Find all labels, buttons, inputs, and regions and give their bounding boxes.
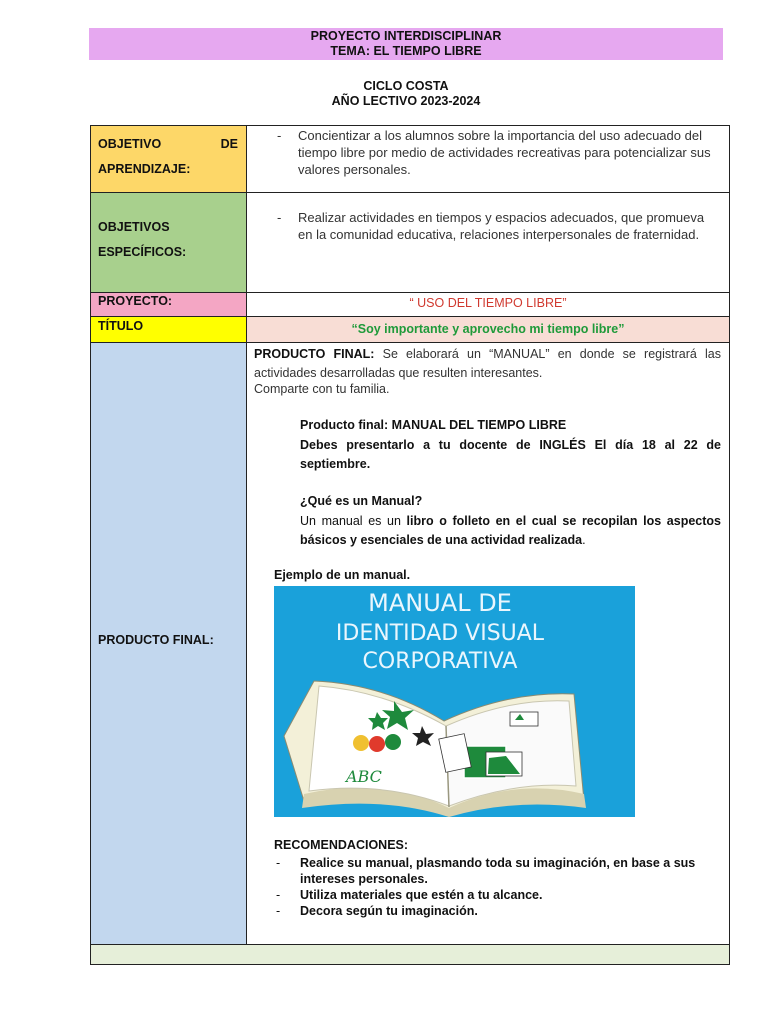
producto-final-intro [254,345,721,383]
label-objetivos-word: OBJETIVOS [98,220,170,234]
cell-titulo [246,316,730,343]
project-heading: PROYECTO INTERDISCIPLINAR [310,29,502,43]
cell-producto-final [246,342,730,945]
row-titulo [90,316,730,343]
example-label: Ejemplo de un manual. [274,568,411,582]
image-title-line2: IDENTIDAD VISUAL [335,621,545,646]
manual-example-image [274,586,635,817]
row-producto-final [90,342,730,945]
objetivo-aprendizaje-text: - Concientizar a los alumnos sobre la importancia del uso adecuado del tiempo libre por medio de actividades recreativas para potencializar sus valores personales. [247,127,729,178]
objetivos-especificos-text: - Realizar actividades en tiempos y espacios adecuados, que promueva en la comunidad educativa, relaciones interpersonales de fraternidad. [247,209,729,243]
manual-book-illustration [274,586,635,817]
cell-objetivo-aprendizaje [246,125,730,193]
label-objetivo-word: OBJETIVO [98,137,162,151]
row-objetivo-aprendizaje [90,125,730,193]
cycle-heading [0,79,768,109]
label-aprendizaje-word: APRENDIZAJE: [98,162,191,176]
label-producto-final: PRODUCTO FINAL: [90,342,247,945]
recommendation-item: - Realice su manual, plasmando toda su imaginación, en base a sus intereses personales. [274,855,721,887]
manual-definition: Un manual es un libro o folleto en el cual se recopilan los aspectos básicos y esenciales de una actividad realizada. [300,514,721,547]
image-title-line1: MANUAL DE [368,589,512,617]
row-proyecto [90,292,730,317]
label-objetivo-aprendizaje [90,125,247,193]
deadline-text: Debes presentarlo a tu docente de INGLÉS El día 18 al 22 de septiembre. [300,438,721,471]
cell-proyecto [246,292,730,317]
intro-text: Se elaborará un “MANUAL” en donde se registrará las actividades desarrolladas que resulten interesantes. [254,347,721,380]
header-band [89,28,723,60]
manual-title: Producto final: MANUAL DEL TIEMPO LIBRE [300,418,567,432]
footer-row [90,944,730,965]
label-objetivos-especificos [90,192,247,293]
label-proyecto: PROYECTO: [90,292,247,317]
label-titulo: TÍTULO [90,316,247,343]
label-especificos-word: ESPECÍFICOS: [98,245,187,259]
image-abc-text: ABC [346,767,382,786]
recommendation-item: - Utiliza materiales que estén a tu alcance. [274,887,721,903]
cycle-name: CICLO COSTA [363,79,449,93]
recommendations-list [274,855,721,919]
proyecto-value: “ USO DEL TIEMPO LIBRE” [409,296,567,310]
titulo-value: “Soy importante y aprovecho mi tiempo libre” [351,322,625,336]
recommendation-item: - Decora según tu imaginación. [274,903,721,919]
school-year: AÑO LECTIVO 2023-2024 [331,94,481,108]
share-text: Comparte con tu familia. [254,382,390,396]
intro-bold: PRODUCTO FINAL: [254,347,375,361]
row-objetivos-especificos [90,192,730,293]
image-title-line3: CORPORATIVA [362,649,518,674]
topic-heading: TEMA: EL TIEMPO LIBRE [330,44,482,58]
cell-objetivos-especificos [246,192,730,293]
recommendations-title: RECOMENDACIONES: [274,838,409,852]
label-de-word: DE [220,137,238,151]
manual-question: ¿Qué es un Manual? [300,494,423,508]
